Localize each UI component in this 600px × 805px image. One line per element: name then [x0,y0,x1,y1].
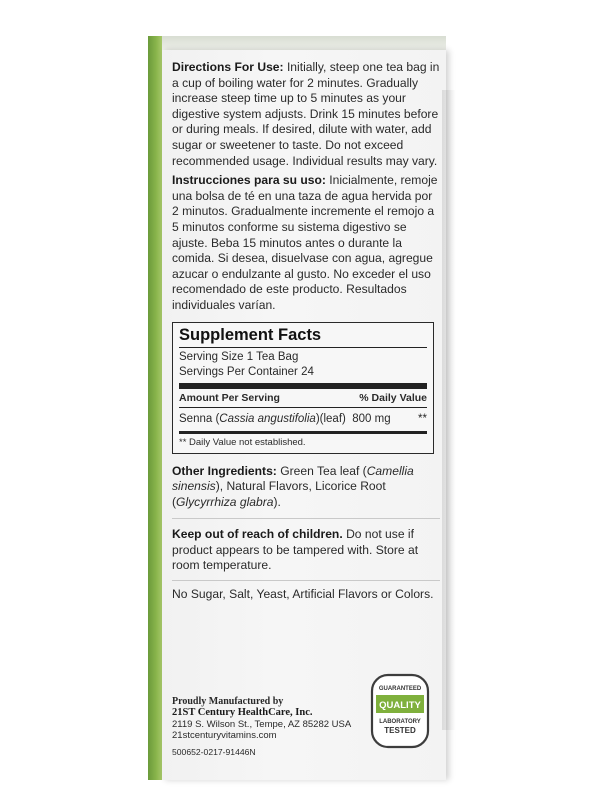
directions-en [172,60,440,169]
badge-middle-text: QUALITY [379,700,421,711]
divider [179,407,427,408]
divider-thick [179,383,427,389]
section-divider [172,518,440,519]
ingredient-row [179,411,427,427]
supplement-facts-title: Supplement Facts [179,325,322,344]
instrucciones-label: Instrucciones para su uso: [172,173,326,188]
latin-name: Camellia sinensis [172,463,414,494]
manufacturer-name [172,707,351,718]
amount-header: Amount Per Serving [179,391,280,404]
facts-header-row [179,391,427,405]
ingredient-latin: Cassia angustifolia [219,412,316,425]
servings-per-container: Servings Per Container 24 [179,365,314,378]
label-content [172,60,440,607]
badge-bottom-text: LABORATORY [379,719,421,725]
ingredient-amount: 800 mg [352,412,391,425]
warning-text: Do not use if product appears to be tampered with. Store at room temperature. [172,527,419,573]
section-divider [172,580,440,581]
badge-bottom-text: TESTED [384,726,416,735]
other-ingredients [172,464,440,511]
manufacturer-name-text: 21ST Century HealthCare, Inc. [172,707,313,719]
other-ingredients-label: Other Ingredients: [172,463,277,478]
facts-footnote: ** Daily Value not established. [179,436,306,448]
box-top-edge [148,36,446,50]
directions-text: Initially, steep one tea bag in a cup of boiling water for 2 minutes. Gradually increase steep time up to 5 minutes as your digestive system adjusts. Drink 15 minutes before or during meals. If desired, dilute with water, add sugar or sweetener to taste. Do not exceed recommended usage. Individual results may vary. [172,60,440,168]
panel-shadow [442,90,456,730]
supplement-facts-panel [172,322,434,454]
manufacturer-address: 2119 S. Wilson St., Tempe, AZ 85282 USA [172,718,352,730]
divider-medium [179,431,427,434]
ingredient-part: )(leaf) [315,412,346,425]
latin-name: Glycyrrhiza glabra [176,494,274,509]
manufacturer-website: 21stcenturyvitamins.com [172,730,277,742]
green-side-edge [148,36,162,780]
ingredient-name-text: Senna ( [179,412,220,425]
serving-size: Serving Size 1 Tea Bag [179,350,299,363]
free-from-statement: No Sugar, Salt, Yeast, Artificial Flavors or Colors. [172,587,434,602]
dv-header: % Daily Value [359,391,427,404]
other-ingredients-text: ). [273,494,281,509]
divider [179,347,427,348]
product-box [148,36,446,780]
quality-tested-badge-icon [370,673,430,749]
directions-es [172,173,440,313]
other-ingredients-text: ), Natural Flavors, Licorice Root ( [172,479,386,509]
product-code: 500652-0217-91446N [172,746,256,757]
badge-top-text: GUARANTEED [378,686,422,692]
other-ingredients-text: Green Tea leaf ( [280,463,367,478]
manufacturer-block [172,696,351,758]
instrucciones-text: Inicialmente, remoje una bolsa de té en una taza de agua hervida por 2 minutos. Gradualmente incremente el remojo a 5 minutos conforme su sistema digestivo se ajuste. Beba 15 minutos antes o durante la comida. Si desea, disuelvase con agua, agregue azucar o endulzante al gusto. No exceder el uso recomendado de este producto. Resultados individuales varían. [172,173,438,312]
warning [172,527,440,574]
directions-label: Directions For Use: [172,60,284,74]
warning-label: Keep out of reach of children. [172,527,343,542]
ingredient-name [179,411,391,427]
proudly-manufactured: Proudly Manufactured by [172,696,284,707]
ingredient-dv: ** [418,412,427,425]
